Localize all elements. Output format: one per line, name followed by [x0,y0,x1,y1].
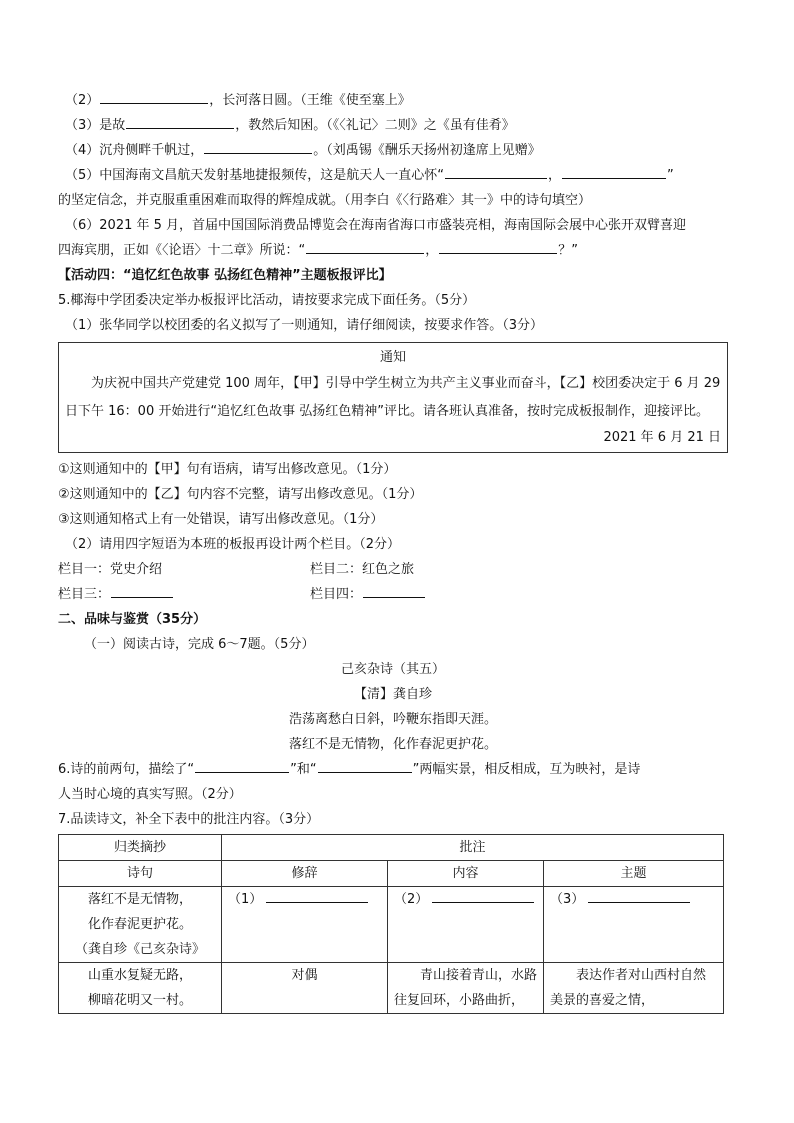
q7-stem: 7.品读诗文，补全下表中的批注内容。（3分） [58,812,320,827]
fill-q5-cont [58,188,728,213]
q6-mid: ”和“ [290,762,317,777]
row1-content [388,887,544,963]
q2-blank[interactable] [100,88,208,104]
row1-label-3: （3） [550,892,585,907]
q5-comma: ， [548,168,562,183]
notice-item-2: ②这则通知中的【乙】句内容不完整，请写出修改意见。（1分） [58,487,423,502]
row1-poem [59,887,222,963]
q3-blank[interactable] [126,113,234,129]
q6-text-b: 四海宾朋，正如《〈论语〉十二章》所说：“ [58,243,306,258]
row1-rhetoric [222,887,388,963]
columns-row-1 [58,557,728,582]
th-theme: 主题 [544,861,724,887]
section2-heading: 二、品味与鉴赏（35分） [58,612,207,627]
section2-part1: （一）阅读古诗，完成 6～7题。（5分） [84,637,315,652]
column-4-wrap [310,582,562,607]
fill-q5 [58,163,728,188]
activity-heading: 【活动四：“追忆红色故事 弘扬红色精神”主题板报评比】 [58,268,392,283]
row2-poem-l2: 柳暗花明又一村。 [87,993,192,1008]
row1-poem-l2: 化作春泥更护花。 [87,917,192,932]
q4-blank[interactable] [204,138,312,154]
row1-blank-1[interactable] [266,888,368,903]
notice-item-1: ①这则通知中的【甲】句有语病，请写出修改意见。（1分） [58,462,397,477]
q6-end: ？” [558,243,579,258]
th-poem: 诗句 [59,861,222,887]
th-rhetoric: 修辞 [222,861,388,887]
q6-blank-2[interactable] [439,238,557,254]
poem-author: 【清】龚自珍 [353,687,432,702]
activity-sub1: （1）张华同学以校团委的名义拟写了一则通知，请仔细阅读，按要求作答。（3分） [65,318,544,333]
fill-q6-cont [58,238,728,263]
q5-close: ” [667,168,674,183]
fill-q4 [58,138,728,163]
row2-rhetoric: 对偶 [222,963,388,1014]
column-1: 栏目一：党史介绍 [58,562,163,577]
column-2: 栏目二：红色之旅 [310,562,415,577]
q5-text-b: 的坚定信念，并克服重重困难而取得的辉煌成就。（用李白《〈行路难〉其一》中的诗句填空） [58,193,592,208]
annotation-table [58,834,724,1014]
activity-sub2: （2）请用四字短语为本班的板报再设计两个栏目。（2分） [65,537,401,552]
column-4: 栏目四： [310,587,363,602]
q5-blank-2[interactable] [562,163,666,179]
q5-blank-1[interactable] [445,163,547,179]
q6-stem [58,757,728,782]
q2-text: ，长河落日圆。（王维《使至塞上》 [209,93,411,108]
th-annotation: 批注 [222,835,724,861]
row1-blank-3[interactable] [588,888,690,903]
row2-content: 青山接着青山，水路往复回环，小路曲折， [388,963,544,1014]
row1-blank-2[interactable] [432,888,534,903]
poem-line-1: 浩荡离愁白日斜，吟鞭东指即天涯。 [288,712,497,727]
q6-scene-blank-2[interactable] [318,757,412,773]
row1-poem-l1: 落红不是无情物， [87,892,192,907]
q3-label: （3）是故 [65,118,126,133]
th-content: 内容 [388,861,544,887]
notice-title: 通知 [379,350,406,365]
column-3-blank[interactable] [111,582,173,598]
q5-text-a: （5）中国海南文昌航天发射基地捷报频传，这是航天人一直心怀“ [65,168,445,183]
q2-label: （2） [65,93,100,108]
poem-line-2: 落红不是无情物，化作春泥更护花。 [288,737,497,752]
row1-label-2: （2） [394,892,429,907]
activity-q5: 5.椰海中学团委决定举办板报评比活动，请按要求完成下面任务。（5分） [58,293,476,308]
q6-scene-blank-1[interactable] [195,757,289,773]
q6-blank-1[interactable] [306,238,424,254]
q6-text-a: （6）2021 年 5 月，首届中国国际消费品博览会在海南省海口市盛装亮相，海南国际会展中心张开双臂喜迎 [65,218,687,233]
row2-poem [59,963,222,1014]
row1-theme [544,887,724,963]
notice-body: 为庆祝中国共产党建党 100 周年，【甲】引导中学生树立为共产主义事业而奋斗，【乙】校团委决定于 6 月 29 日下午 16：00 开始进行“追忆红色故事 弘扬红色精神”评比。请各班认真准备，按时完成板报制作，迎接评比。 [65,376,721,419]
column-4-blank[interactable] [363,582,425,598]
notice-item-3: ③这则通知格式上有一处错误，请写出修改意见。（1分） [58,512,384,527]
row1-label-1: （1） [228,892,263,907]
q6-comma: ， [425,243,439,258]
exam-page [58,88,728,1014]
q6-pre: 6.诗的前两句，描绘了“ [58,762,195,777]
poem-title: 己亥杂诗（其五） [340,662,445,677]
q4-label: （4）沉舟侧畔千帆过， [65,143,204,158]
fill-q3 [58,113,728,138]
q6-post: ”两幅实景，相反相成，互为映衬，是诗 [412,762,641,777]
row2-poem-l1: 山重水复疑无路， [87,968,192,983]
columns-row-2 [58,582,728,607]
column-3-wrap [58,582,310,607]
fill-q2 [58,88,728,113]
row2-theme: 表达作者对山西村自然美景的喜爱之情， [544,963,724,1014]
notice-box [58,342,728,453]
q3-text: ，教然后知困。（《〈礼记〉二则》之《虽有佳肴》 [235,118,515,133]
row1-poem-l3: （龚自珍《己亥杂诗》 [74,942,205,957]
th-category: 归类摘抄 [59,835,222,861]
fill-q6 [58,213,728,238]
q4-text: 。（刘禹锡《酬乐天扬州初逢席上见赠》 [313,143,541,158]
q6-stem-line2: 人当时心境的真实写照。（2分） [58,787,242,802]
notice-date: 2021 年 6 月 21 日 [603,430,721,445]
column-3: 栏目三： [58,587,111,602]
